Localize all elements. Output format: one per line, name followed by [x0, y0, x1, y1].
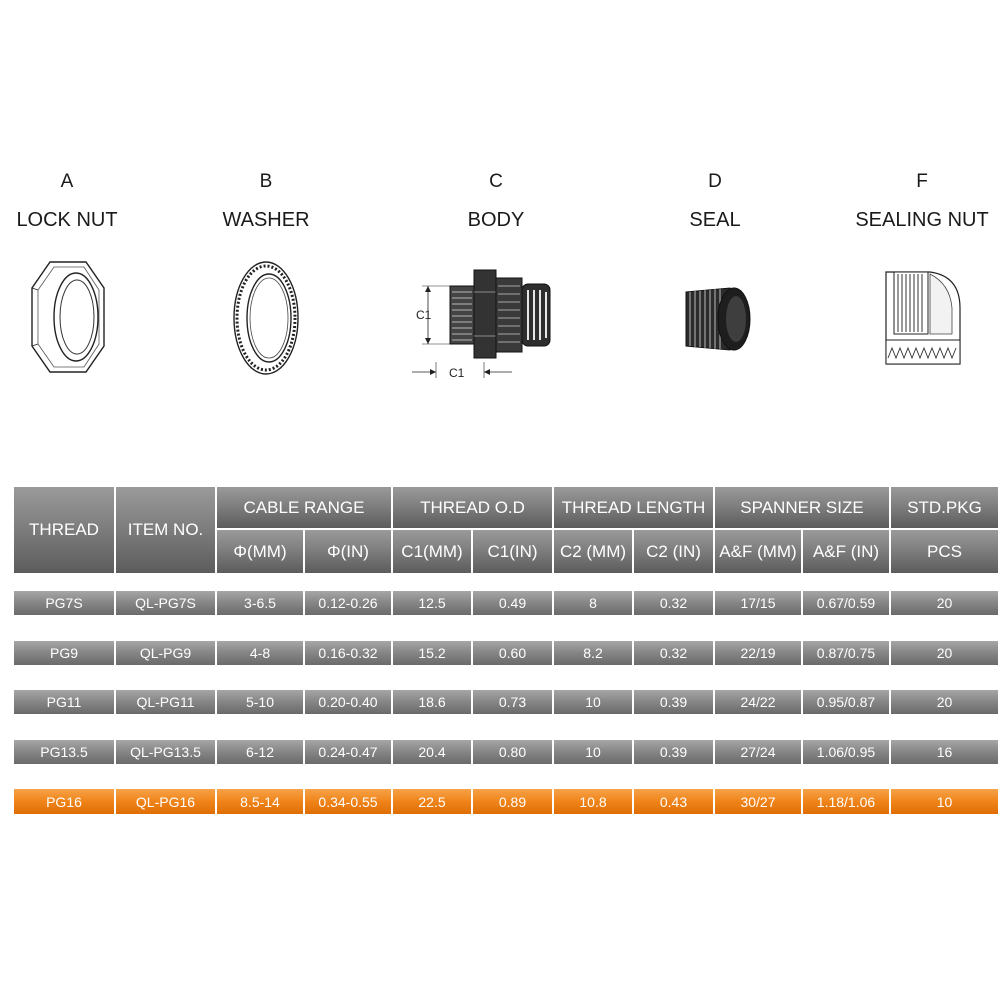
table-cell: 18.6 — [393, 690, 471, 714]
dimension-label-horizontal: C1 — [449, 366, 465, 380]
table-cell-highlight: 10.8 — [554, 789, 632, 814]
table-cell: 12.5 — [393, 591, 471, 615]
part-name: WASHER — [222, 209, 310, 231]
table-cell: 0.80 — [473, 740, 552, 764]
table-cell: 27/24 — [715, 740, 801, 764]
header-thread-od: THREAD O.D — [393, 487, 552, 528]
part-sealing-nut — [832, 170, 1000, 232]
subheader-af-mm: A&F (MM) — [715, 530, 801, 573]
table-cell: 0.24-0.47 — [305, 740, 391, 764]
subheader-c1-mm: C1(MM) — [393, 530, 471, 573]
table-cell-highlight: 8.5-14 — [217, 789, 303, 814]
table-cell: 17/15 — [715, 591, 801, 615]
part-washer — [176, 170, 356, 232]
table-cell: 4-8 — [217, 641, 303, 665]
table-cell: 0.20-0.40 — [305, 690, 391, 714]
table-cell: 15.2 — [393, 641, 471, 665]
part-letter: B — [259, 171, 273, 192]
table-cell: 20 — [891, 641, 998, 665]
table-cell: 6-12 — [217, 740, 303, 764]
table-cell: 16 — [891, 740, 998, 764]
part-name: SEAL — [689, 209, 741, 231]
part-letter: A — [60, 171, 74, 192]
subheader-dia-mm: Φ(MM) — [217, 530, 303, 573]
table-cell: 10 — [554, 740, 632, 764]
table-cell: QL-PG9 — [116, 641, 215, 665]
table-cell-highlight: 10 — [891, 789, 998, 814]
subheader-dia-in: Φ(IN) — [305, 530, 391, 573]
dimension-label-vertical: C1 — [416, 308, 432, 322]
subheader-c2-in: C2 (IN) — [634, 530, 713, 573]
table-cell: 10 — [554, 690, 632, 714]
table-cell: PG13.5 — [14, 740, 114, 764]
lock-nut-icon — [28, 258, 108, 376]
table-cell: 0.16-0.32 — [305, 641, 391, 665]
table-cell: 0.32 — [634, 591, 713, 615]
table-cell-highlight: 0.89 — [473, 789, 552, 814]
table-cell: 20.4 — [393, 740, 471, 764]
part-name: SEALING NUT — [855, 209, 989, 231]
table-cell: 3-6.5 — [217, 591, 303, 615]
part-name: BODY — [467, 209, 525, 231]
table-cell-highlight: 22.5 — [393, 789, 471, 814]
header-std-pkg: STD.PKG — [891, 487, 998, 528]
part-lock-nut — [0, 170, 157, 232]
table-cell: 5-10 — [217, 690, 303, 714]
header-cable-range: CABLE RANGE — [217, 487, 391, 528]
table-cell: QL-PG13.5 — [116, 740, 215, 764]
table-cell: 0.95/0.87 — [803, 690, 889, 714]
part-name: LOCK NUT — [16, 209, 118, 231]
subheader-pcs: PCS — [891, 530, 998, 573]
part-letter: F — [916, 171, 928, 192]
table-cell: 0.39 — [634, 690, 713, 714]
table-cell: 0.73 — [473, 690, 552, 714]
table-cell-highlight: QL-PG16 — [116, 789, 215, 814]
table-cell: 0.60 — [473, 641, 552, 665]
washer-icon — [228, 258, 304, 378]
part-seal — [625, 170, 805, 232]
subheader-c1-in: C1(IN) — [473, 530, 552, 573]
seal-icon — [680, 284, 754, 354]
table-cell: 0.49 — [473, 591, 552, 615]
table-cell: 22/19 — [715, 641, 801, 665]
table-cell: 24/22 — [715, 690, 801, 714]
part-letter: C — [489, 171, 503, 192]
table-cell-highlight: 0.34-0.55 — [305, 789, 391, 814]
sealing-nut-icon — [880, 268, 966, 368]
table-cell: 0.12-0.26 — [305, 591, 391, 615]
header-spanner-size: SPANNER SIZE — [715, 487, 889, 528]
part-body — [406, 170, 586, 232]
table-cell: PG9 — [14, 641, 114, 665]
part-letter: D — [708, 171, 722, 192]
table-cell-highlight: 30/27 — [715, 789, 801, 814]
table-cell-highlight: 1.18/1.06 — [803, 789, 889, 814]
table-cell-highlight: 0.43 — [634, 789, 713, 814]
table-cell: PG7S — [14, 591, 114, 615]
table-cell: 0.67/0.59 — [803, 591, 889, 615]
table-cell: 8.2 — [554, 641, 632, 665]
table-cell: 0.39 — [634, 740, 713, 764]
table-cell: PG11 — [14, 690, 114, 714]
table-cell: QL-PG7S — [116, 591, 215, 615]
table-cell: QL-PG11 — [116, 690, 215, 714]
table-cell: 20 — [891, 690, 998, 714]
table-cell: 0.87/0.75 — [803, 641, 889, 665]
table-cell: 1.06/0.95 — [803, 740, 889, 764]
header-item-no: ITEM NO. — [116, 487, 215, 573]
subheader-af-in: A&F (IN) — [803, 530, 889, 573]
body-icon — [408, 262, 568, 382]
subheader-c2-mm: C2 (MM) — [554, 530, 632, 573]
table-cell: 0.32 — [634, 641, 713, 665]
table-cell-highlight: PG16 — [14, 789, 114, 814]
header-thread-length: THREAD LENGTH — [554, 487, 713, 528]
table-cell: 20 — [891, 591, 998, 615]
table-cell: 8 — [554, 591, 632, 615]
header-thread: THREAD — [14, 487, 114, 573]
